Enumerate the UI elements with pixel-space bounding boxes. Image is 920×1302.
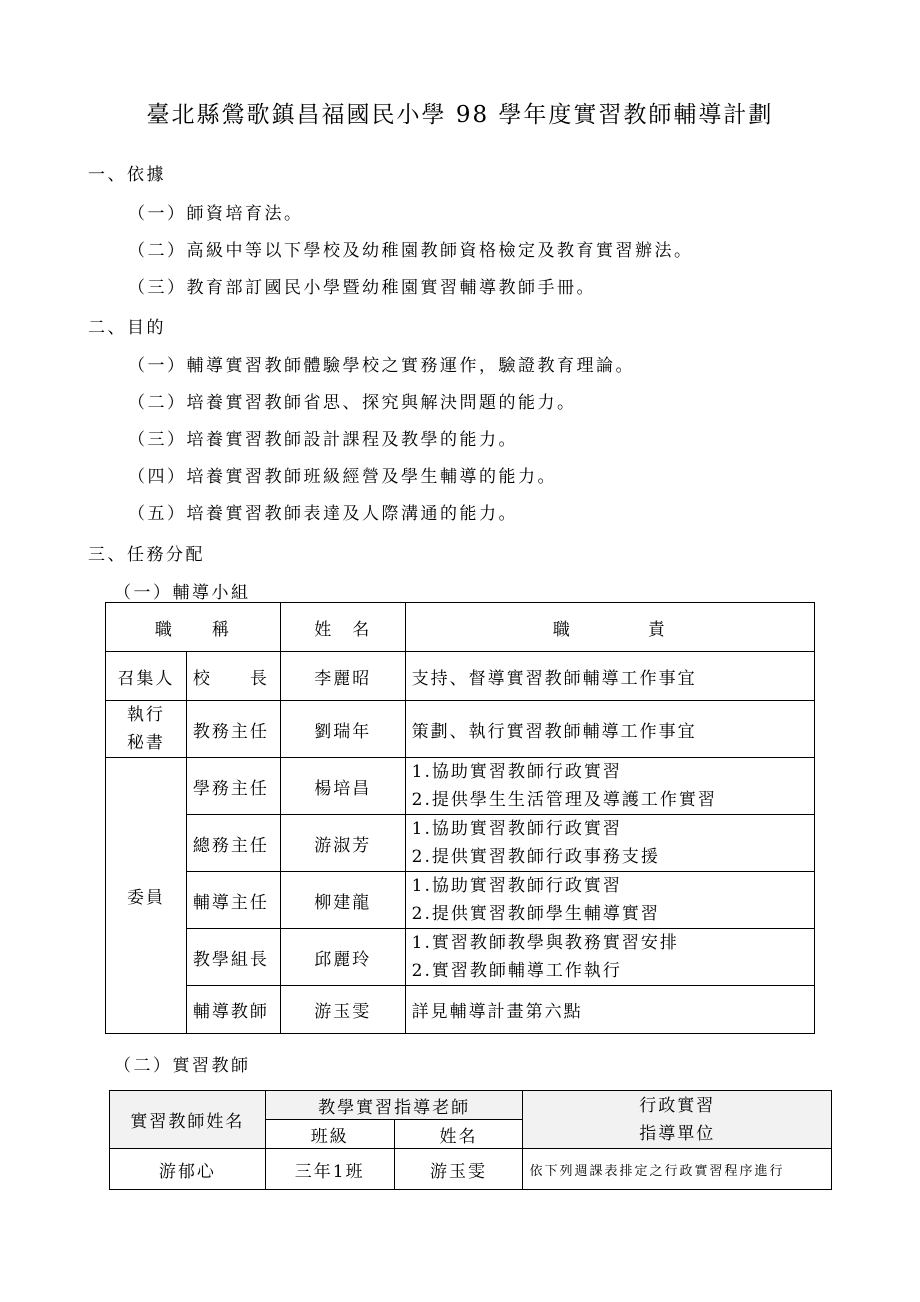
role-line-2: 秘書	[126, 733, 165, 753]
name-cell: 劉瑞年	[280, 701, 405, 758]
section-tasks-heading: 三、任務分配	[88, 545, 205, 565]
table-row	[106, 652, 815, 701]
name-cell: 李麗昭	[280, 652, 405, 701]
table-row	[106, 815, 815, 872]
duty-line-1: 1.實習教師教學與教務實習安排	[411, 933, 679, 953]
tasks-sub-2: （二）實習教師	[114, 1056, 251, 1076]
title-cell: 教學組長	[186, 929, 280, 986]
class-cell: 三年1班	[265, 1149, 394, 1190]
duty-cell	[405, 758, 814, 815]
header-intern-name: 實習教師姓名	[110, 1091, 266, 1149]
intern-name-cell: 游郁心	[110, 1149, 266, 1190]
tasks-sub-1: （一）輔導小組	[114, 583, 251, 603]
duty-line-1: 1.協助實習教師行政實習	[411, 762, 622, 782]
name-cell: 游玉雯	[280, 986, 405, 1034]
title-cell: 總務主任	[186, 815, 280, 872]
duty-line-2: 2.提供實習教師學生輔導實習	[411, 904, 660, 924]
name-cell: 柳建龍	[280, 872, 405, 929]
document-title: 臺北縣鶯歌鎮昌福國民小學 98 學年度實習教師輔導計劃	[146, 102, 774, 128]
role-line-1: 執行	[126, 705, 165, 725]
purpose-item-5: （五）培養實習教師表達及人際溝通的能力。	[128, 504, 518, 524]
header-admin-line-1: 行政實習	[639, 1095, 716, 1116]
intern-table	[109, 1090, 832, 1190]
duty-cell: 詳見輔導計畫第六點	[405, 986, 814, 1034]
title-cell: 輔導教師	[186, 986, 280, 1034]
table-row	[106, 758, 815, 815]
duty-line-1: 1.協助實習教師行政實習	[411, 819, 622, 839]
title-cell: 教務主任	[186, 701, 280, 758]
mentor-name-cell: 游玉雯	[394, 1149, 523, 1190]
purpose-item-3: （三）培養實習教師設計課程及教學的能力。	[128, 430, 518, 450]
role-cell	[106, 701, 187, 758]
guidance-team-table	[105, 602, 815, 1034]
purpose-item-1: （一）輔導實習教師體驗學校之實務運作，驗證教育理論。	[128, 356, 635, 376]
table-header-row	[106, 603, 815, 652]
title-cell: 輔導主任	[186, 872, 280, 929]
purpose-item-2: （二）培養實習教師省思、探究與解決問題的能力。	[128, 393, 577, 413]
duty-cell: 支持、督導實習教師輔導工作事宜	[405, 652, 814, 701]
table-row	[106, 929, 815, 986]
header-class: 班級	[265, 1120, 394, 1149]
duty-cell: 策劃、執行實習教師輔導工作事宜	[405, 701, 814, 758]
duty-line-2: 2.提供實習教師行政事務支援	[411, 847, 660, 867]
name-cell: 楊培昌	[280, 758, 405, 815]
header-title: 職 稱	[106, 603, 281, 652]
table-header-row	[110, 1091, 832, 1120]
header-mentor-name: 姓名	[394, 1120, 523, 1149]
title-cell: 學務主任	[186, 758, 280, 815]
table-row	[106, 986, 815, 1034]
purpose-item-4: （四）培養實習教師班級經營及學生輔導的能力。	[128, 467, 557, 487]
name-cell: 邱麗玲	[280, 929, 405, 986]
header-duty: 職 責	[405, 603, 814, 652]
section-purpose-heading: 二、目的	[88, 318, 166, 338]
basis-item-1: （一）師資培育法。	[128, 204, 304, 224]
name-cell: 游淑芳	[280, 815, 405, 872]
role-cell: 召集人	[106, 652, 187, 701]
duty-cell	[405, 872, 814, 929]
duty-cell	[405, 815, 814, 872]
title-cell: 校 長	[186, 652, 280, 701]
header-admin-line-2: 指導單位	[639, 1123, 716, 1144]
table-row	[106, 701, 815, 758]
admin-cell: 依下列週課表排定之行政實習程序進行	[523, 1149, 832, 1190]
duty-cell	[405, 929, 814, 986]
basis-item-3: （三）教育部訂國民小學暨幼稚園實習輔導教師手冊。	[128, 278, 596, 298]
table-row	[110, 1149, 832, 1190]
header-admin-unit	[523, 1091, 832, 1149]
section-basis-heading: 一、依據	[88, 165, 166, 185]
duty-line-2: 2.提供學生生活管理及導護工作實習	[411, 790, 717, 810]
basis-item-2: （二）高級中等以下學校及幼稚園教師資格檢定及教育實習辦法。	[128, 241, 694, 261]
header-name: 姓 名	[280, 603, 405, 652]
duty-line-1: 1.協助實習教師行政實習	[411, 876, 622, 896]
table-row	[106, 872, 815, 929]
header-teaching-mentor: 教學實習指導老師	[265, 1091, 523, 1120]
duty-line-2: 2.實習教師輔導工作執行	[411, 961, 622, 981]
role-cell: 委員	[106, 758, 187, 1034]
